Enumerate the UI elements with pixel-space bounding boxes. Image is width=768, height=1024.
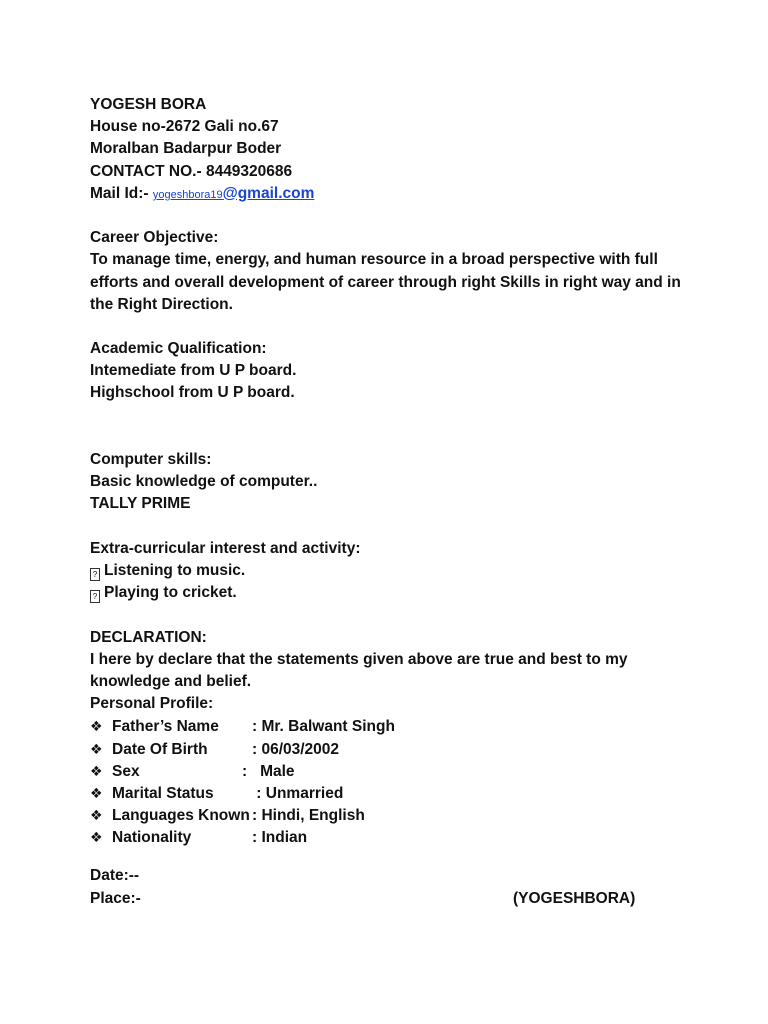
profile-row-fathers-name: ❖ Father’s Name : Mr. Balwant Singh — [90, 715, 690, 737]
spacer — [90, 848, 690, 865]
diamond-bullet-icon: ❖ — [90, 829, 103, 846]
computer-skill-item: TALLY PRIME — [90, 495, 191, 513]
academic-item: Intemediate from U P board. — [90, 362, 297, 380]
diamond-bullet-icon: ❖ — [90, 807, 103, 824]
address-line-2: Moralban Badarpur Boder — [90, 140, 282, 158]
profile-row-date-of-birth: ❖ Date Of Birth : 06/03/2002 — [90, 738, 690, 760]
profile-row-nationality: ❖ Nationality : Indian — [90, 826, 690, 848]
computer-skills-heading: Computer skills: — [90, 451, 212, 469]
contact-number: CONTACT NO.- 8449320686 — [90, 162, 293, 180]
mail-link[interactable] — [153, 185, 315, 202]
extra-curricular-item: ? Listening to music. — [90, 560, 690, 582]
declaration-heading: DECLARATION: — [90, 628, 207, 646]
personal-profile-heading: Personal Profile: — [90, 695, 214, 713]
mail-label: Mail Id:- — [90, 184, 153, 202]
diamond-bullet-icon: ❖ — [90, 740, 103, 757]
spacer — [90, 316, 690, 338]
profile-row-sex: ❖ Sex : Male — [90, 760, 690, 782]
spacer — [90, 516, 690, 538]
resume-document — [90, 94, 690, 910]
signature-name: (YOGESHBORA) — [513, 889, 636, 907]
academic-heading: Academic Qualification: — [90, 340, 267, 358]
computer-skill-item: Basic knowledge of computer.. — [90, 473, 318, 491]
diamond-bullet-icon: ❖ — [90, 784, 103, 801]
place-label: Place:- — [90, 889, 141, 907]
diamond-bullet-icon: ❖ — [90, 762, 103, 779]
address-line-1: House no-2672 Gali no.67 — [90, 118, 279, 136]
mail-line — [90, 183, 690, 205]
mail-user[interactable]: yogeshbora19 — [152, 188, 223, 201]
spacer — [90, 205, 690, 227]
missing-glyph-icon: ? — [90, 590, 100, 603]
place-row — [90, 888, 690, 910]
extra-curricular-heading: Extra-curricular interest and activity: — [90, 539, 361, 557]
profile-row-languages-known: ❖ Languages Known : Hindi, English — [90, 804, 690, 826]
spacer — [90, 604, 690, 626]
extra-curricular-item: ? Playing to cricket. — [90, 582, 690, 604]
profile-row-marital-status: ❖ Marital Status : Unmarried — [90, 782, 690, 804]
date-label: Date:-- — [90, 867, 140, 885]
candidate-name: YOGESH BORA — [90, 96, 207, 113]
career-objective-heading: Career Objective: — [90, 229, 219, 247]
spacer — [90, 405, 690, 449]
mail-domain[interactable]: @gmail.com — [222, 184, 315, 202]
academic-item: Highschool from U P board. — [90, 384, 295, 402]
diamond-bullet-icon: ❖ — [90, 718, 103, 735]
declaration-text: I here by declare that the statements given above are true and best to my knowledge and belief. — [90, 650, 628, 690]
missing-glyph-icon: ? — [90, 568, 100, 581]
career-objective-text: To manage time, energy, and human resource in a broad perspective with full efforts and overall development of career through right Skills in right way and in the Right Direction. — [90, 251, 681, 313]
